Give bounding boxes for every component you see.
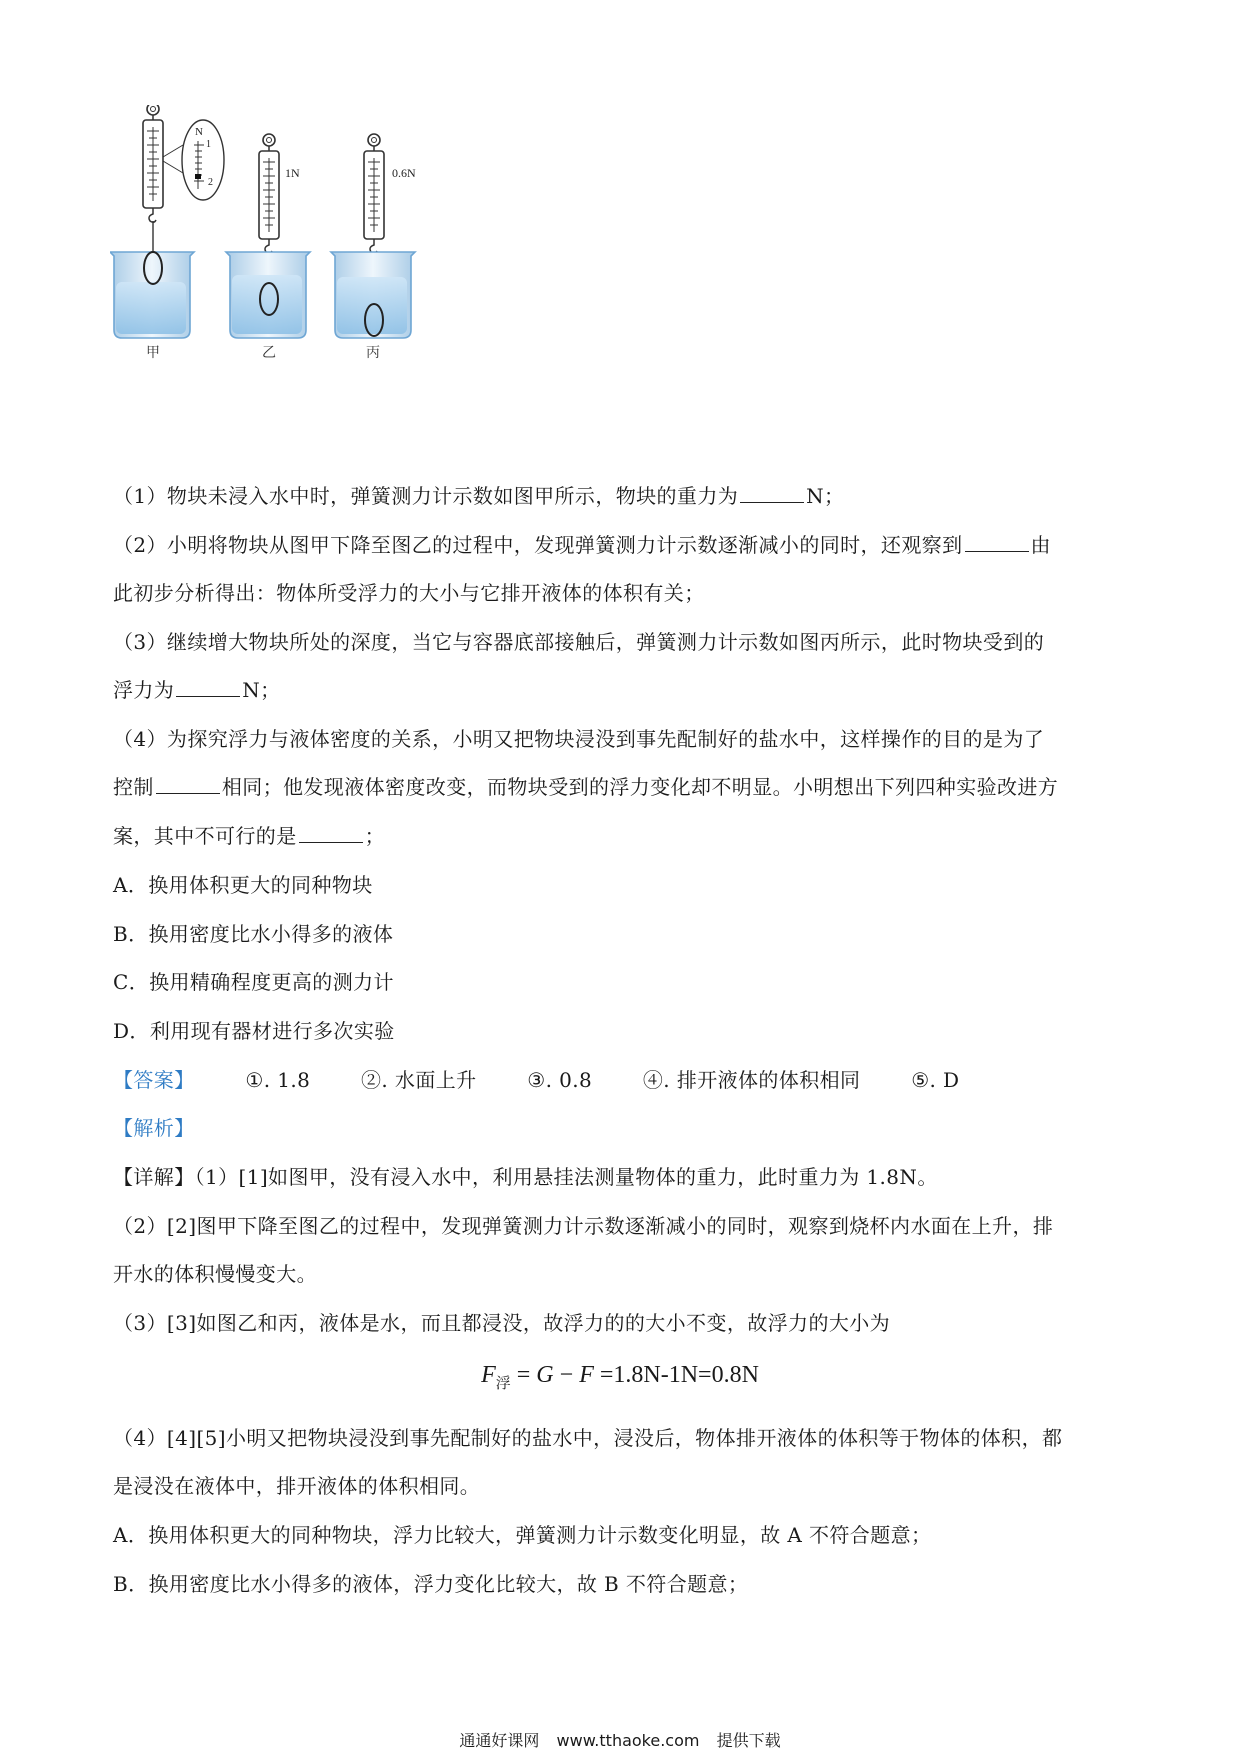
- answer-blank-1: [740, 484, 804, 503]
- answer-blank-2: [965, 533, 1029, 552]
- question-1: （1）物块未浸入水中时，弹簧测力计示数如图甲所示，物块的重力为 N；: [113, 484, 845, 508]
- question-3-line-1: （3）继续增大物块所处的深度，当它与容器底部接触后，弹簧测力计示数如图丙所示，此时物块受到的: [113, 630, 1045, 654]
- answer-item-2: ②. 水面上升: [361, 1068, 477, 1092]
- zoom-tick-2-label: 2: [208, 177, 213, 188]
- analysis-detail-4a: （4）[4][5]小明又把物块浸没到事先配制好的盐水中，浸没后，物体排开液体的体积等于物体的体积，都: [113, 1426, 1063, 1450]
- spring-scale-figure: [110, 105, 490, 405]
- buoyancy-formula: $F_浮 = G - F =1.8N-1N=0.8N$: [481, 1362, 759, 1392]
- analysis-detail-4b: 是浸没在液体中，排开液体的体积相同。: [113, 1474, 481, 1498]
- answer-item-1: ①. 1.8: [245, 1068, 311, 1092]
- scale-yi-reading: 1N: [285, 166, 300, 180]
- question-4-line-1: （4）为探究浮力与液体密度的关系，小明又把物块浸没到事先配制好的盐水中，这样操作的目的是为了: [113, 727, 1045, 751]
- beaker-yi: [226, 252, 310, 338]
- analysis-detail-3: （3）[3]如图乙和丙，液体是水，而且都浸没，故浮力的的大小不变，故浮力的大小为: [113, 1311, 891, 1335]
- scale-bing-reading: 0.6N: [392, 166, 416, 180]
- page-footer: [0, 1728, 1240, 1751]
- answer-item-3: ③. 0.8: [527, 1068, 593, 1092]
- analysis-label: 【解析】: [113, 1116, 195, 1140]
- question-4-line-3: 案，其中不可行的是 ；: [113, 824, 386, 848]
- analysis-detail-b: B．换用密度比水小得多的液体，浮力变化比较大，故 B 不符合题意；: [113, 1572, 749, 1596]
- question-2-line-1: （2）小明将物块从图甲下降至图乙的过程中，发现弹簧测力计示数逐渐减小的同时，还观察到 由: [113, 533, 1051, 557]
- answer-item-4: ④. 排开液体的体积相同: [642, 1068, 861, 1092]
- question-3-line-2: 浮力为 N；: [113, 678, 281, 702]
- answer-blank-3: [176, 678, 240, 697]
- footer-url[interactable]: www.tthaoke.com: [556, 1731, 700, 1750]
- footer-note: 提供下载: [716, 1731, 781, 1750]
- zoom-tick-1-label: 1: [206, 139, 211, 150]
- answer-item-5: ⑤. D: [911, 1068, 960, 1092]
- answer-blank-5: [299, 824, 363, 843]
- answer-blank-4: [156, 775, 220, 794]
- footer-site-name: 通通好课网: [459, 1731, 540, 1750]
- option-c: C．换用精确程度更高的测力计: [113, 970, 394, 994]
- question-2-line-2: 此初步分析得出：物体所受浮力的大小与它排开液体的体积有关；: [113, 581, 705, 605]
- analysis-detail-1: 【详解】（1）[1]如图甲，没有浸入水中，利用悬挂法测量物体的重力，此时重力为 1.8N。: [113, 1165, 938, 1189]
- beaker-bing: [331, 252, 415, 338]
- answer-row: [113, 1066, 959, 1094]
- answer-label: 【答案】: [113, 1068, 195, 1092]
- question-4-line-2: 控制 相同；他发现液体密度改变，而物块受到的浮力变化却不明显。小明想出下列四种实验改进方: [113, 775, 1059, 799]
- analysis-detail-a: A．换用体积更大的同种物块，浮力比较大，弹簧测力计示数变化明显，故 A 不符合题意；: [113, 1523, 932, 1547]
- label-jia: 甲: [146, 345, 160, 361]
- label-bing: 丙: [366, 345, 380, 361]
- zoom-unit-label: N: [195, 126, 203, 138]
- analysis-detail-2a: （2）[2]图甲下降至图乙的过程中，发现弹簧测力计示数逐渐减小的同时，观察到烧杯内水面在上升，排: [113, 1214, 1054, 1238]
- option-d: D．利用现有器材进行多次实验: [113, 1019, 395, 1043]
- option-b: B．换用密度比水小得多的液体: [113, 922, 394, 946]
- option-a: A．换用体积更大的同种物块: [113, 873, 373, 897]
- label-yi: 乙: [262, 345, 276, 361]
- beaker-jia: [110, 252, 194, 338]
- analysis-detail-2b: 开水的体积慢慢变大。: [113, 1262, 317, 1286]
